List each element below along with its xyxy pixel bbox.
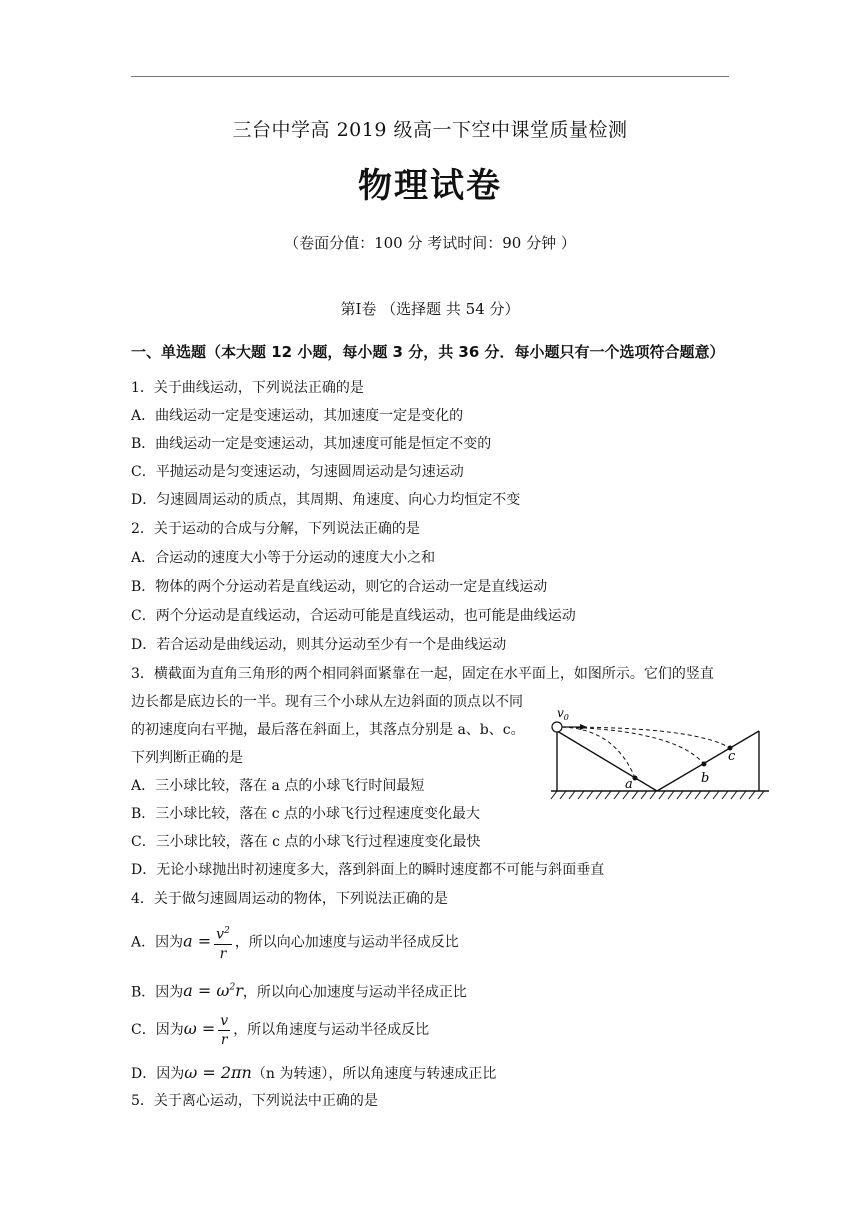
- q1-stem: 1．关于曲线运动，下列说法正确的是: [131, 380, 364, 396]
- q4-a-prefix: A．因为: [131, 934, 184, 951]
- part-title: 第Ⅰ卷 （选择题 共 54 分）: [340, 300, 520, 318]
- svg-text:a: a: [625, 777, 633, 792]
- q4-d-suffix: （n 为转速），所以角速度与转速成正比: [251, 1066, 497, 1082]
- q1-option-c: C．平抛运动是匀变速运动，匀速圆周运动是匀速运动: [131, 464, 464, 480]
- q2-option-d: D．若合运动是曲线运动，则其分运动至少有一个是曲线运动: [131, 637, 507, 653]
- q3-option-c: C．三小球比较，落在 c 点的小球飞行过程速度变化最快: [131, 834, 481, 850]
- q4-a-suffix: ，所以向心加速度与运动半径成反比: [234, 934, 459, 951]
- q3-incline-figure: [545, 700, 775, 805]
- q4-b-formula: $a = \omega^2r$: [183, 981, 243, 1001]
- q4-option-a: [131, 922, 459, 963]
- q4-c-fraction: $\frac{v}{r}$: [220, 1012, 229, 1048]
- q3-option-b: B．三小球比较，落在 c 点的小球飞行过程速度变化最大: [131, 806, 481, 822]
- header-rule: [131, 76, 729, 77]
- q4-a-formula: a =: [183, 931, 212, 951]
- school-title: 三台中学高 2019 级高一下空中课堂质量检测: [232, 119, 628, 141]
- q4-option-c: [131, 1010, 429, 1049]
- q3-line-4: 下列判断正确的是: [131, 750, 243, 766]
- q2-stem: 2．关于运动的合成与分解，下列说法正确的是: [131, 521, 420, 537]
- q1-option-b: B．曲线运动一定是变速运动，其加速度可能是恒定不变的: [131, 436, 492, 452]
- q4-stem: 4．关于做匀速圆周运动的物体，下列说法正确的是: [131, 891, 448, 907]
- q4-c-suffix: ，所以角速度与运动半径成反比: [233, 1022, 430, 1038]
- svg-text:b: b: [701, 771, 710, 786]
- svg-text:v0: $v_0$: [557, 706, 569, 722]
- exam-info: （卷面分值：100 分 考试时间：90 分钟 ）: [284, 234, 576, 252]
- q4-c-prefix: C．因为: [131, 1022, 184, 1038]
- q4-d-formula: ω = 2πn: [184, 1063, 252, 1082]
- q3-option-a: A．三小球比较，落在 a 点的小球飞行时间最短: [131, 778, 425, 794]
- q5-stem: 5．关于离心运动，下列说法中正确的是: [131, 1093, 378, 1109]
- q2-option-c: C．两个分运动是直线运动，合运动可能是直线运动，也可能是曲线运动: [131, 608, 576, 624]
- q4-option-b: [131, 978, 467, 1002]
- q2-option-b: B．物体的两个分运动若是直线运动，则它的合运动一定是直线运动: [131, 579, 548, 595]
- q3-line-1: 3．横截面为直角三角形的两个相同斜面紧靠在一起，固定在水平面上，如图所示。它们的竖直: [131, 666, 714, 682]
- q4-b-suffix: ，所以向心加速度与运动半径成正比: [242, 984, 467, 1001]
- q3-line-3: 的初速度向右平抛，最后落在斜面上，其落点分别是 a、b、c。: [131, 722, 525, 738]
- q3-option-d: D．无论小球抛出时初速度多大，落到斜面上的瞬时速度都不可能与斜面垂直: [131, 862, 605, 878]
- svg-text:c: c: [728, 749, 736, 764]
- q1-option-a: A．曲线运动一定是变速运动，其加速度一定是变化的: [131, 408, 464, 424]
- q4-option-d: [131, 1063, 496, 1084]
- section-heading: 一、单选题（本大题 12 小题，每小题 3 分，共 36 分．每小题只有一个选项符合题意）: [131, 343, 725, 361]
- q4-b-prefix: B．因为: [131, 984, 184, 1001]
- q1-option-d: D．匀速圆周运动的质点，其周期、角速度、向心力均恒定不变: [131, 492, 521, 508]
- q4-a-fraction: $\frac{v^2}{r}$: [214, 922, 232, 963]
- q4-d-prefix: D．因为: [131, 1066, 185, 1082]
- exam-title: 物理试卷: [358, 166, 502, 206]
- q2-option-a: A．合运动的速度大小等于分运动的速度大小之和: [131, 550, 436, 566]
- q4-c-formula: ω =: [183, 1019, 216, 1038]
- q3-line-2: 边长都是底边长的一半。现有三个小球从左边斜面的顶点以不同: [131, 694, 523, 710]
